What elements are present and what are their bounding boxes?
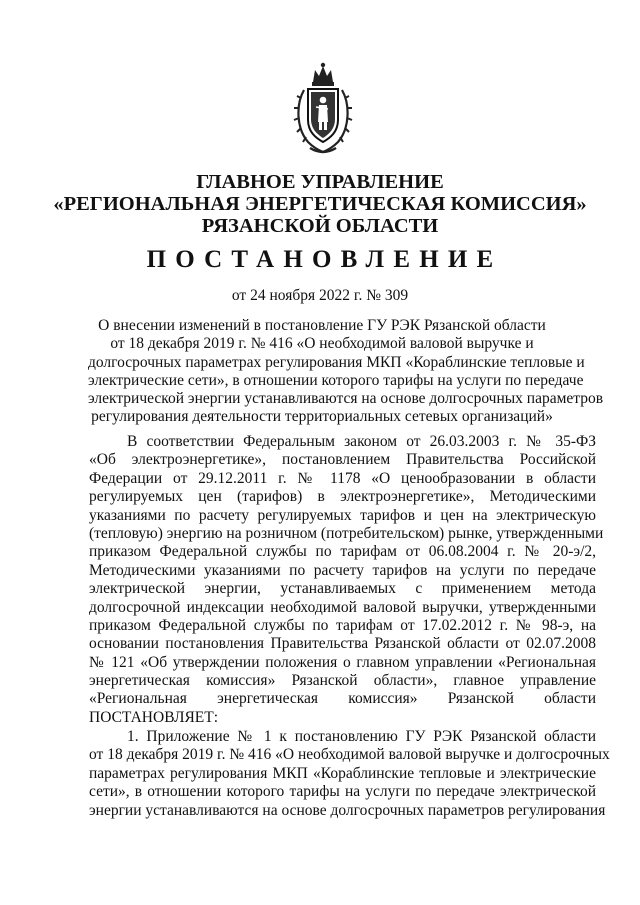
resolves-word: ПОСТАНОВЛЯЕТ: (89, 708, 219, 726)
subject-line: электрические сети», в отношении которого тарифы на услуги по передаче (88, 371, 584, 389)
preamble-line: долгосрочной индексации необходимой валовой выручки, утвержденными (89, 598, 596, 616)
preamble-line: «Региональная энергетическая комиссия» Рязанской области (89, 690, 596, 708)
agency-name-line-3: РЯЗАНСКОЙ ОБЛАСТИ (201, 215, 439, 237)
item-line: сети», в отношении которого тарифы на услуги по передаче электрической (89, 783, 596, 801)
preamble-line: основании постановления Правительства Рязанской области от 02.07.2008 (89, 635, 596, 653)
subject-line: долгосрочных параметрах регулирования МКП «Кораблинские тепловые и (88, 353, 585, 371)
preamble-line: (тепловую) энергию на розничном (потребительском) рынке, утвержденными (89, 524, 604, 542)
subject-line: электрической энергии устанавливаются на основе долгосрочных параметров (88, 390, 604, 408)
preamble-line: Федерации от 29.12.2011 г. № 1178 «О ценообразовании в области (89, 469, 596, 487)
preamble-line: приказом Федеральной службы по тарифам от 06.08.2004 г. № 20-э/2, (89, 543, 596, 561)
subject-line: О внесении изменений в постановление ГУ РЭК Рязанской области (98, 317, 546, 334)
item-line: параметрах регулирования МКП «Кораблинские тепловые и электрические (89, 764, 596, 782)
preamble-line: В соответствии Федеральным законом от 26.03.2003 г. № 35-ФЗ (127, 433, 596, 450)
date-and-number: от 24 ноября 2022 г. № 309 (231, 287, 409, 304)
preamble-line: № 121 «Об утверждении положения о главном управлении «Региональная (89, 653, 596, 671)
preamble-paragraph (89, 433, 604, 727)
preamble-line: «Об электроэнергетике», постановлением Правительства Российской (89, 451, 596, 469)
preamble-line: электрической энергии, устанавливаемых с применением метода (89, 580, 596, 598)
agency-name-line-1: ГЛАВНОЕ УПРАВЛЕНИЕ (196, 171, 444, 193)
coat-of-arms-icon (292, 62, 354, 158)
document-subject (88, 317, 604, 427)
preamble-line: приказом Федеральной службы по тарифам от 17.02.2012 г. № 98-э, на (89, 616, 596, 634)
item-line: 1. Приложение № 1 к постановлению ГУ РЭК Рязанской области (127, 728, 596, 745)
preamble-line: указаниями по расчету регулируемых тарифов и цен на электрическую (89, 506, 596, 524)
subject-line: регулирования деятельности территориальных сетевых организаций» (91, 408, 553, 426)
item-line: энергии устанавливаются на основе долгосрочных параметров регулирования (89, 801, 606, 819)
subject-line: от 18 декабря 2019 г. № 416 «О необходимой валовой выручке и (110, 335, 534, 353)
item-1-paragraph (89, 728, 610, 820)
document-type-title: ПОСТАНОВЛЕНИЕ (146, 246, 503, 273)
preamble-line: Методическими указаниями по расчету тарифов на услуги по передаче (89, 561, 596, 579)
preamble-line: энергетическая комиссия» Рязанской области», главное управление (89, 672, 596, 690)
item-line: от 18 декабря 2019 г. № 416 «О необходимой валовой выручке и долгосрочных (89, 746, 610, 764)
preamble-line: регулируемых цен (тарифов) в электроэнергетике», Методическими (89, 488, 596, 506)
agency-name-line-2: «РЕГИОНАЛЬНАЯ ЭНЕРГЕТИЧЕСКАЯ КОМИССИЯ» (53, 193, 587, 215)
